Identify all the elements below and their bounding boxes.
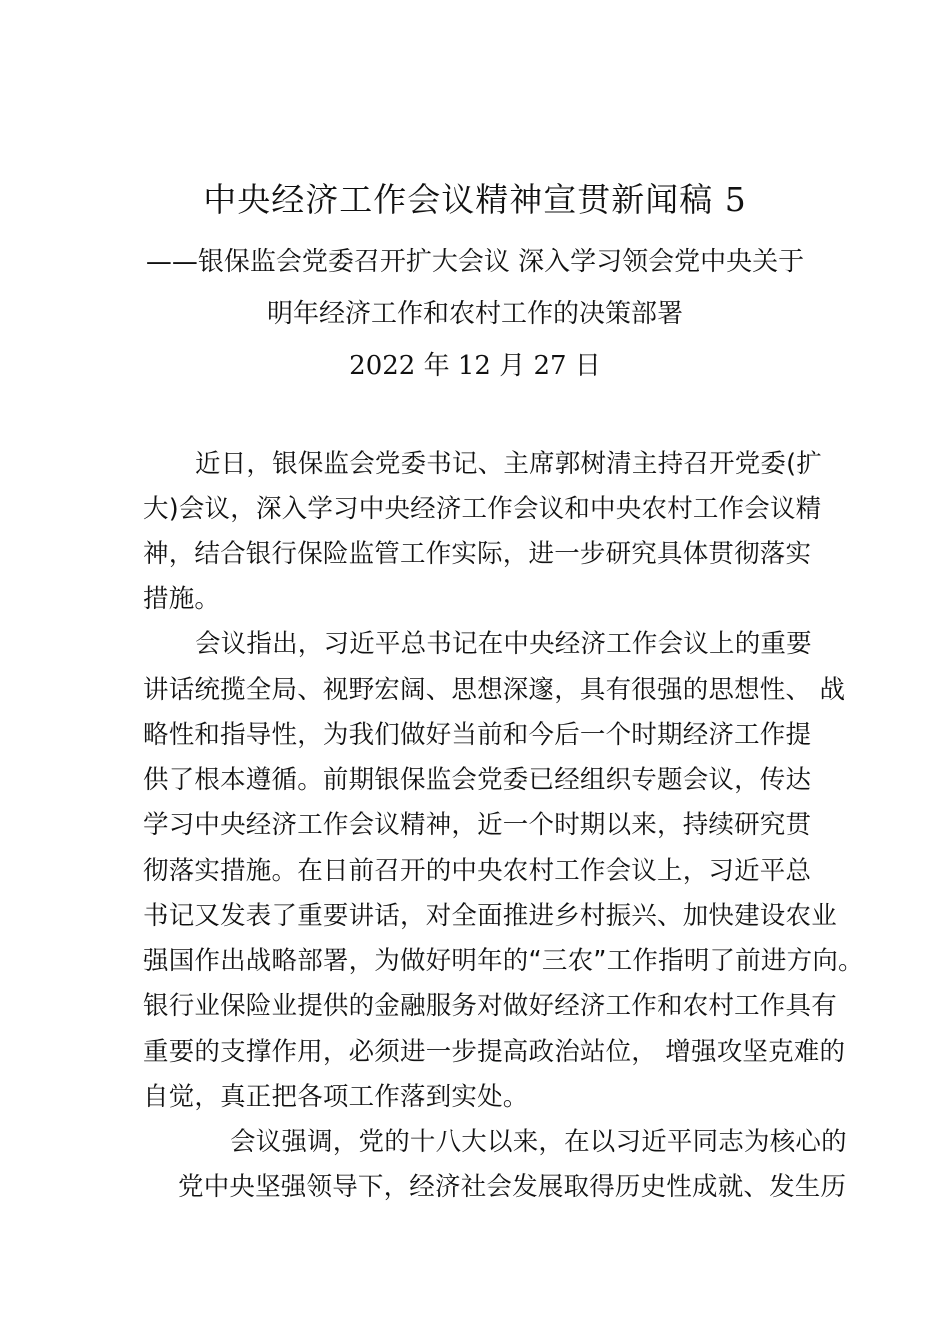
body-line: 近日，银保监会党委书记、主席郭树清主持召开党委(扩: [195, 449, 822, 479]
body-line: 彻落实措施。在日前召开的中央农村工作会议上，习近平总: [143, 856, 812, 886]
body-line: 措施。: [143, 584, 221, 614]
body-line: 会议指出，习近平总书记在中央经济工作会议上的重要: [195, 629, 812, 659]
body-line: 神，结合银行保险监管工作实际，进一步研究具体贯彻落实: [143, 539, 812, 569]
body-line: 强国作出战略部署，为做好明年的“三农”工作指明了前进方向。: [143, 946, 864, 976]
subtitle-line-2: 明年经济工作和农村工作的决策部署: [266, 299, 683, 329]
body-line: 重要的支撑作用，必须进一步提高政治站位， 增强攻坚克难的: [143, 1037, 846, 1067]
body-line: 银行业保险业提供的金融服务对做好经济工作和农村工作具有: [143, 991, 837, 1021]
document-title: 中央经济工作会议精神宣贯新闻稿 5: [203, 180, 747, 219]
body-line: 会议强调，党的十八大以来，在以习近平同志为核心的: [230, 1127, 847, 1157]
body-line: 党中央坚强领导下，经济社会发展取得历史性成就、发生历: [178, 1172, 847, 1202]
body-line: 供了根本遵循。前期银保监会党委已经组织专题会议，传达: [143, 765, 812, 795]
body-line: 书记又发表了重要讲话，对全面推进乡村振兴、加快建设农业: [143, 901, 837, 931]
body-line: 自觉，真正把各项工作落到实处。: [143, 1082, 529, 1112]
subtitle-line-1: ——银保监会党委召开扩大会议 深入学习领会党中央关于: [145, 247, 805, 277]
body-line: 讲话统揽全局、视野宏阔、思想深邃，具有很强的思想性、 战: [143, 675, 846, 705]
body-line: 大)会议，深入学习中央经济工作会议和中央农村工作会议精: [143, 494, 822, 524]
body-line: 略性和指导性，为我们做好当前和今后一个时期经济工作提: [143, 720, 812, 750]
publish-date: 2022 年 12 月 27 日: [349, 351, 601, 381]
body-line: 学习中央经济工作会议精神，近一个时期以来，持续研究贯: [143, 810, 812, 840]
